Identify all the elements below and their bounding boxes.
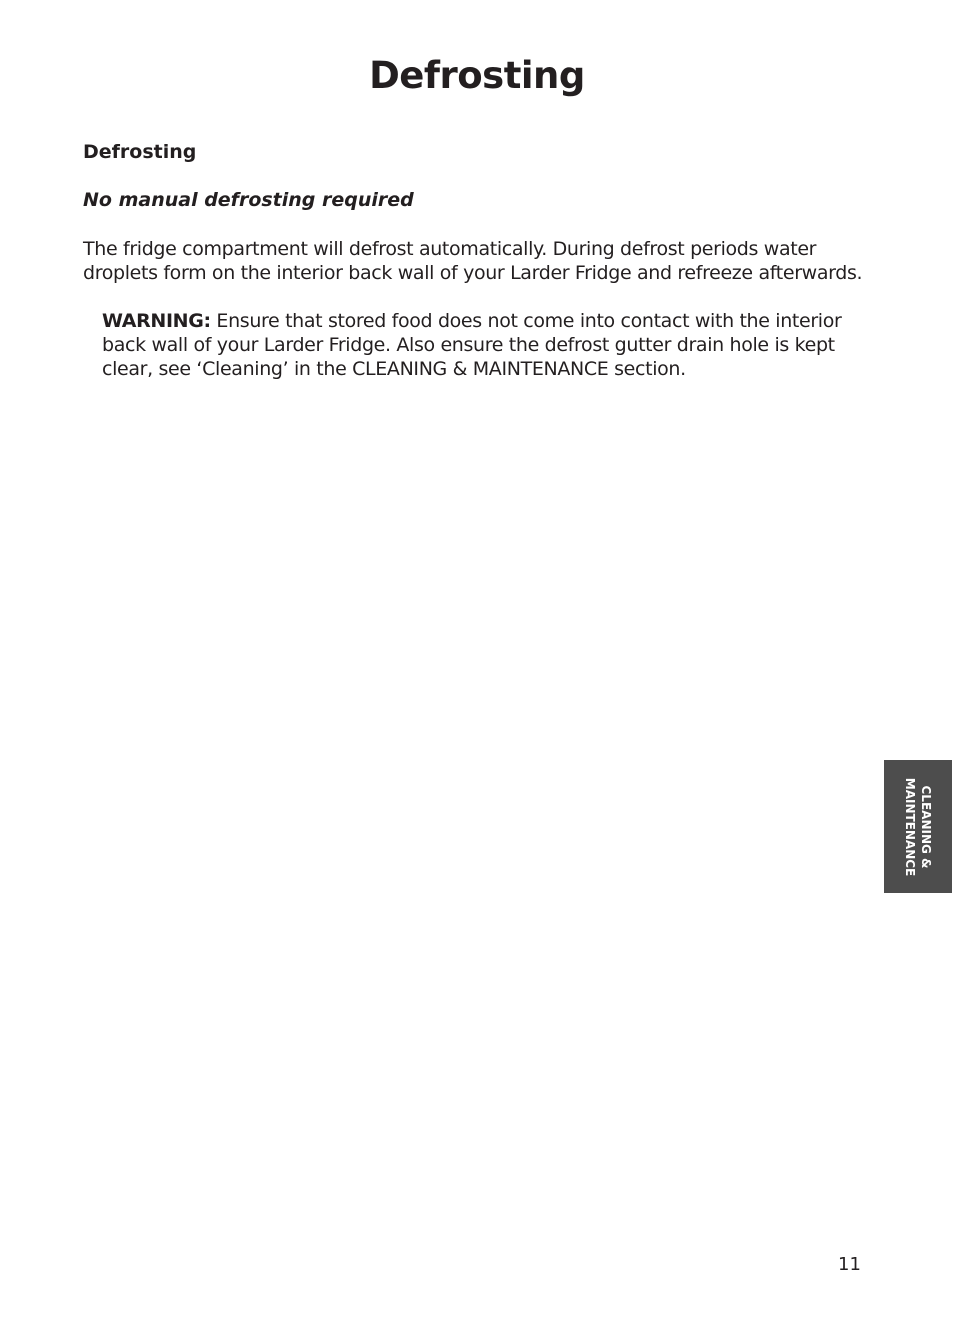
section-heading: Defrosting: [83, 141, 197, 163]
page-number: 11: [838, 1254, 861, 1275]
side-tab-label: [902, 777, 934, 876]
warning-label: WARNING:: [102, 310, 211, 332]
side-tab-line-1: CLEANING &: [919, 785, 933, 868]
warning-body: Ensure that stored food does not come into contact with the interior back wall of your Larder Fridge. Also ensure the defrost gutter drain hole is kept clear, see ‘Cleaning’ in the CLEANING & MAINTENANCE section.: [102, 310, 842, 380]
body-paragraph: The fridge compartment will defrost automatically. During defrost periods water droplets form on the interior back wall of your Larder Fridge and refreeze afterwards.: [83, 238, 863, 284]
section-side-tab: [884, 760, 952, 893]
side-tab-line-2: MAINTENANCE: [903, 777, 917, 876]
page-title: Defrosting: [369, 54, 585, 97]
section-subheading: No manual defrosting required: [83, 189, 414, 211]
warning-paragraph: [102, 309, 862, 381]
